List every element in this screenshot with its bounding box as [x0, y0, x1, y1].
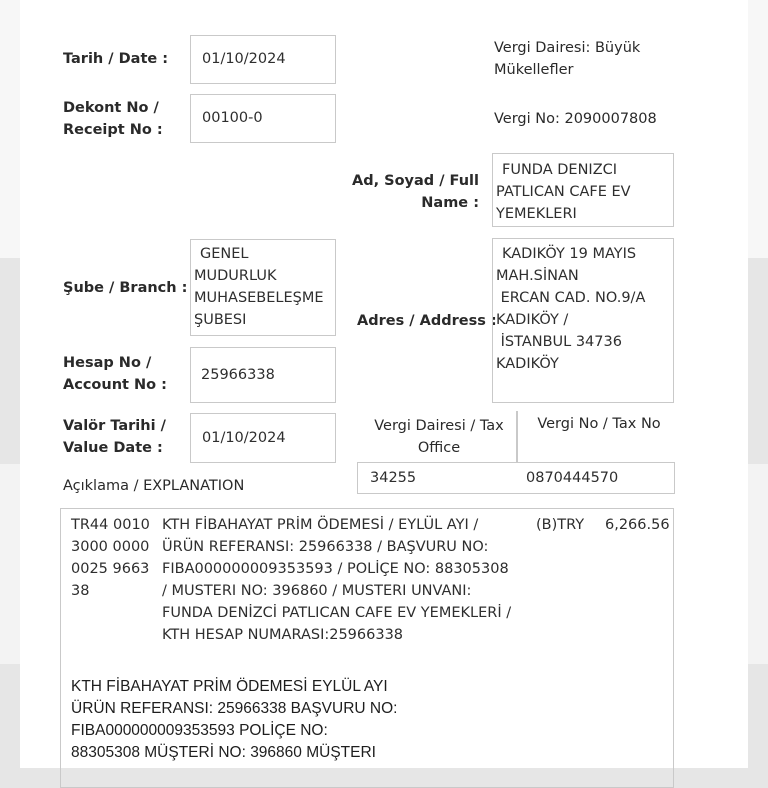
- account-box: [190, 347, 336, 403]
- description-line: ÜRÜN REFERANSI: 25966338 / BAŞVURU NO:: [162, 539, 489, 555]
- explanation-line: 88305308 MÜŞTERİ NO: 396860 MÜŞTERI: [71, 744, 376, 761]
- fullname-line: PATLICAN CAFE EV: [496, 184, 631, 200]
- explanation-line: KTH FİBAHAYAT PRİM ÖDEMESİ EYLÜL AYI: [71, 678, 388, 695]
- amount-value: 6,266.56: [605, 517, 670, 533]
- description-line: / MUSTERI NO: 396860 / MUSTERI UNVANI:: [162, 583, 472, 599]
- explanation-label: Açıklama / EXPLANATION: [63, 478, 245, 494]
- explanation-line: FIBA000000009353593 POLİÇE NO:: [71, 722, 328, 739]
- description-line: KTH FİBAHAYAT PRİM ÖDEMESİ / EYLÜL AYI /: [162, 517, 479, 533]
- iban-line: 38: [71, 583, 90, 599]
- address-box: [492, 238, 674, 403]
- explanation-line: ÜRÜN REFERANSI: 25966338 BAŞVURU NO:: [71, 700, 398, 717]
- tax-office-header-line2: Office: [417, 440, 461, 456]
- branch-label: Şube / Branch :: [63, 280, 188, 296]
- branch-box: [190, 239, 336, 336]
- tax-office-value: 34255: [370, 470, 417, 486]
- account-label-line1: Hesap No /: [63, 355, 152, 371]
- tax-no-value: 0870444570: [526, 470, 619, 486]
- account-value: 25966338: [201, 367, 275, 383]
- address-line: ERCAN CAD. NO.9/A: [496, 290, 646, 306]
- iban-line: 3000 0000: [71, 539, 150, 555]
- description-line: FIBA000000009353593 / POLİÇE NO: 88305308: [162, 561, 509, 577]
- valuedate-label-line2: Value Date :: [63, 440, 163, 456]
- iban-line: TR44 0010: [71, 517, 150, 533]
- branch-line: MUDURLUK: [194, 268, 277, 284]
- tax-values-row: [357, 462, 675, 494]
- address-line: İSTANBUL 34736: [496, 334, 622, 350]
- branch-line: MUHASEBELEŞME: [194, 290, 324, 306]
- tax-table-divider: [516, 411, 518, 463]
- receipt-sheet: [20, 0, 748, 768]
- valuedate-box: [190, 413, 336, 463]
- address-line: KADIKÖY 19 MAYIS: [502, 246, 637, 262]
- direction-currency: (B)TRY: [536, 517, 585, 533]
- description-line: FUNDA DENİZCİ PATLICAN CAFE EV YEMEKLERİ /: [162, 605, 512, 621]
- address-line: KADIKÖY: [496, 356, 559, 372]
- valuedate-value: 01/10/2024: [202, 430, 286, 446]
- address-label: Adres / Address :: [357, 313, 497, 329]
- tax-no-header: Vergi No / Tax No: [537, 416, 661, 432]
- receipt-label-line1: Dekont No /: [63, 100, 159, 116]
- fullname-line: FUNDA DENIZCI: [502, 162, 618, 178]
- fullname-label-line1: Ad, Soyad / Full: [351, 173, 479, 189]
- branch-line: GENEL: [200, 246, 249, 262]
- date-value: 01/10/2024: [202, 51, 286, 67]
- address-line: KADIKÖY /: [496, 312, 569, 328]
- iban-line: 0025 9663: [71, 561, 150, 577]
- vergi-dairesi-line1: Vergi Dairesi: Büyük: [494, 40, 641, 56]
- receipt-box: [190, 94, 336, 143]
- branch-line: ŞUBESI: [194, 312, 247, 328]
- valuedate-label-line1: Valör Tarihi /: [63, 418, 166, 434]
- transaction-box: [60, 508, 674, 788]
- description-line: KTH HESAP NUMARASI:25966338: [162, 627, 404, 643]
- fullname-label-line2: Name :: [421, 195, 479, 211]
- account-label-line2: Account No :: [63, 377, 167, 393]
- address-line: MAH.SİNAN: [496, 268, 579, 284]
- date-box: [190, 35, 336, 84]
- date-label: Tarih / Date :: [63, 51, 169, 67]
- receipt-label-line2: Receipt No :: [63, 122, 163, 138]
- vergi-dairesi-line2: Mükellefler: [494, 62, 574, 78]
- company-tax-number: Vergi No: 2090007808: [494, 111, 657, 127]
- fullname-line: YEMEKLERI: [496, 206, 577, 222]
- tax-office-header-line1: Vergi Dairesi / Tax: [374, 418, 504, 434]
- receipt-value: 00100-0: [202, 110, 263, 126]
- fullname-box: [492, 153, 674, 227]
